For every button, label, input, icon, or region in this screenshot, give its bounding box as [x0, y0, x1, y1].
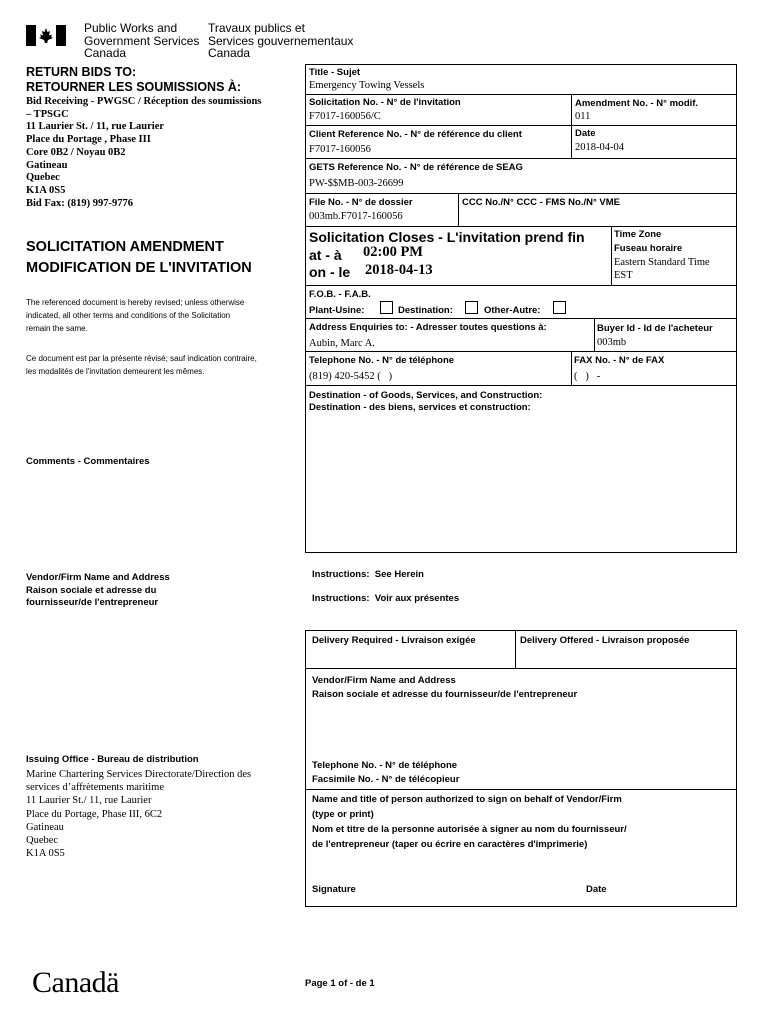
fax-value: ( ) - [574, 371, 601, 382]
notice-fr [26, 352, 257, 378]
issuing-office-line: services d’affrètements maritime [26, 782, 164, 794]
fuseau-horaire-label: Fuseau horaire [614, 243, 683, 254]
amendment-number-value: 011 [575, 111, 591, 122]
destination-goods-fr: Destination - des biens, services et construction: [309, 402, 531, 413]
notice-line: Ce document est par la présente révisé; sauf indication contraire, [26, 354, 257, 363]
time-zone-abbr: EST [614, 270, 633, 281]
return-bids-heading-en: RETURN BIDS TO: [26, 65, 137, 79]
instructions-en: Instructions: See Herein [312, 569, 424, 580]
telephone-label: Telephone No. - N° de téléphone [309, 355, 455, 366]
solicitation-number-value: F7017-160056/C [309, 111, 381, 122]
dept-fr-line: Services gouvernementaux [208, 33, 354, 48]
issuing-office-label: Issuing Office - Bureau de distribution [26, 754, 199, 765]
vendor-facsimile-label: Facsimile No. - N° de télécopieur [312, 774, 460, 785]
canada-flag-icon [26, 25, 66, 46]
destination-goods-label [309, 390, 542, 414]
authorized-line: Nom et titre de la personne autorisée à signer au nom du fournisseur/ [312, 824, 627, 835]
solicitation-closes-label: Solicitation Closes - L'invitation prend fin [309, 229, 585, 245]
notice-line: indicated, all other terms and conditions of the Solicitation [26, 311, 231, 320]
authorized-line: de l'entrepreneur (taper ou écrire en caractères d'imprimerie) [312, 839, 588, 850]
issuing-office-line: Place du Portage, Phase III, 6C2 [26, 808, 163, 820]
vendor-firm-name-en: Vendor/Firm Name and Address [312, 675, 456, 686]
title-label: Title - Sujet [309, 67, 361, 78]
canada-wordmark: Canadä [32, 966, 119, 999]
dept-en-line: Canada [84, 46, 127, 60]
return-bids-line: 11 Laurier St. / 11, rue Laurier [26, 121, 165, 133]
instructions-fr: Instructions: Voir aux présentes [312, 593, 460, 604]
time-zone-value: Eastern Standard Time [614, 257, 710, 268]
vendor-label-line: fournisseur/de l'entrepreneur [26, 597, 159, 608]
fob-label: F.O.B. - F.A.B. [309, 289, 371, 300]
document-title-fr: MODIFICATION DE L'INVITATION [26, 260, 252, 276]
dept-fr-line: Canada [208, 46, 251, 60]
file-number-value: 003mb.F7017-160056 [309, 211, 403, 222]
closing-time-label: at - à [309, 247, 342, 263]
delivery-offered-label: Delivery Offered - Livraison proposée [520, 635, 690, 646]
fax-label: FAX No. - N° de FAX [574, 355, 665, 366]
vendor-firm-name-label [312, 674, 577, 701]
document-title-en: SOLICITATION AMENDMENT [26, 239, 224, 255]
return-bids-address [26, 96, 261, 210]
vendor-firm-name-fr: Raison sociale et adresse du fournisseur/de l'entrepreneur [312, 688, 578, 700]
gets-reference-label: GETS Reference No. - N° de référence de SEAG [309, 162, 523, 173]
vendor-label-line: Vendor/Firm Name and Address [26, 572, 170, 583]
amendment-number-label: Amendment No. - N° modif. [575, 98, 699, 109]
department-name-fr [208, 22, 353, 60]
return-bids-heading [26, 65, 241, 95]
issuing-office-line: Marine Chartering Services Directorate/Direction des [26, 769, 252, 780]
date-value: 2018-04-04 [575, 142, 624, 153]
ccc-number-label: CCC No./N° CCC - FMS No./N° VME [462, 197, 621, 208]
date-label: Date [575, 128, 596, 139]
telephone-value: (819) 420-5452 ( ) [309, 371, 393, 382]
return-bids-line: Bid Fax: (819) 997-9776 [26, 197, 134, 209]
notice-line: remain the same. [26, 324, 88, 333]
return-bids-line: Bid Receiving - PWGSC / Réception des soumissions [26, 96, 262, 107]
vendor-firm-label [26, 572, 170, 610]
client-reference-label: Client Reference No. - N° de référence du client [309, 129, 522, 140]
file-number-label: File No. - N° de dossier [309, 197, 413, 208]
dept-en-line: Government Services [84, 33, 200, 48]
signature-date-label: Date [586, 884, 607, 895]
destination-label: Destination: [398, 305, 453, 316]
notice-line: The referenced document is hereby revised; unless otherwise [26, 298, 245, 307]
other-autre-label: Other-Autre: [484, 305, 541, 316]
address-enquiries-label: Address Enquiries to: - Adresser toutes questions à: [309, 322, 547, 333]
authorized-line: (type or print) [312, 809, 374, 820]
time-zone-label: Time Zone [614, 229, 662, 240]
authorized-line: Name and title of person authorized to sign on behalf of Vendor/Firm [312, 794, 622, 805]
vendor-label-line: Raison sociale et adresse du [26, 584, 157, 596]
issuing-office-address [26, 768, 251, 860]
document-title [26, 237, 252, 279]
return-bids-heading-fr: RETOURNER LES SOUMISSIONS À: [26, 80, 242, 94]
comments-label: Comments - Commentaires [26, 456, 150, 467]
notice-en [26, 296, 244, 335]
dept-en-line: Public Works and [84, 21, 178, 35]
return-bids-line: – TPSGC [26, 108, 69, 120]
gets-reference-value: PW-$$MB-003-26699 [309, 178, 404, 189]
return-bids-line: Place du Portage , Phase III [26, 134, 151, 146]
other-autre-checkbox[interactable] [553, 301, 566, 314]
dept-fr-line: Travaux publics et [208, 21, 305, 35]
return-bids-line: K1A 0S5 [26, 184, 66, 196]
destination-checkbox[interactable] [465, 301, 478, 314]
title-value: Emergency Towing Vessels [309, 80, 425, 91]
closing-time-value: 02:00 PM [363, 244, 423, 260]
destination-goods-en: Destination - of Goods, Services, and Construction: [309, 390, 543, 401]
issuing-office-line: K1A 0S5 [26, 848, 65, 860]
buyer-id-label: Buyer Id - Id de l'acheteur [597, 323, 713, 334]
client-reference-value: F7017-160056 [309, 144, 371, 155]
plant-usine-label: Plant-Usine: [309, 305, 365, 316]
return-bids-line: Gatineau [26, 159, 68, 171]
return-bids-line: Quebec [26, 172, 60, 184]
solicitation-number-label: Solicitation No. - N° de l'invitation [309, 97, 461, 108]
signature-label: Signature [312, 884, 356, 895]
delivery-required-label: Delivery Required - Livraison exigée [312, 635, 476, 646]
issuing-office-line: Quebec [26, 835, 59, 847]
plant-usine-checkbox[interactable] [380, 301, 393, 314]
address-enquiries-value: Aubin, Marc A. [309, 338, 375, 349]
closing-date-value: 2018-04-13 [365, 262, 433, 278]
issuing-office-line: 11 Laurier St./ 11, rue Laurier [26, 795, 152, 807]
closing-date-label: on - le [309, 264, 351, 280]
notice-line: les modalités de l'invitation demeurent les mêmes. [26, 367, 205, 376]
authorized-person-label [312, 792, 627, 852]
department-name-en [84, 22, 199, 60]
return-bids-line: Core 0B2 / Noyau 0B2 [26, 146, 126, 158]
buyer-id-value: 003mb [597, 337, 627, 348]
page-number: Page 1 of - de 1 [305, 978, 375, 989]
vendor-telephone-label: Telephone No. - N° de téléphone [312, 760, 458, 771]
issuing-office-line: Gatineau [26, 821, 64, 833]
